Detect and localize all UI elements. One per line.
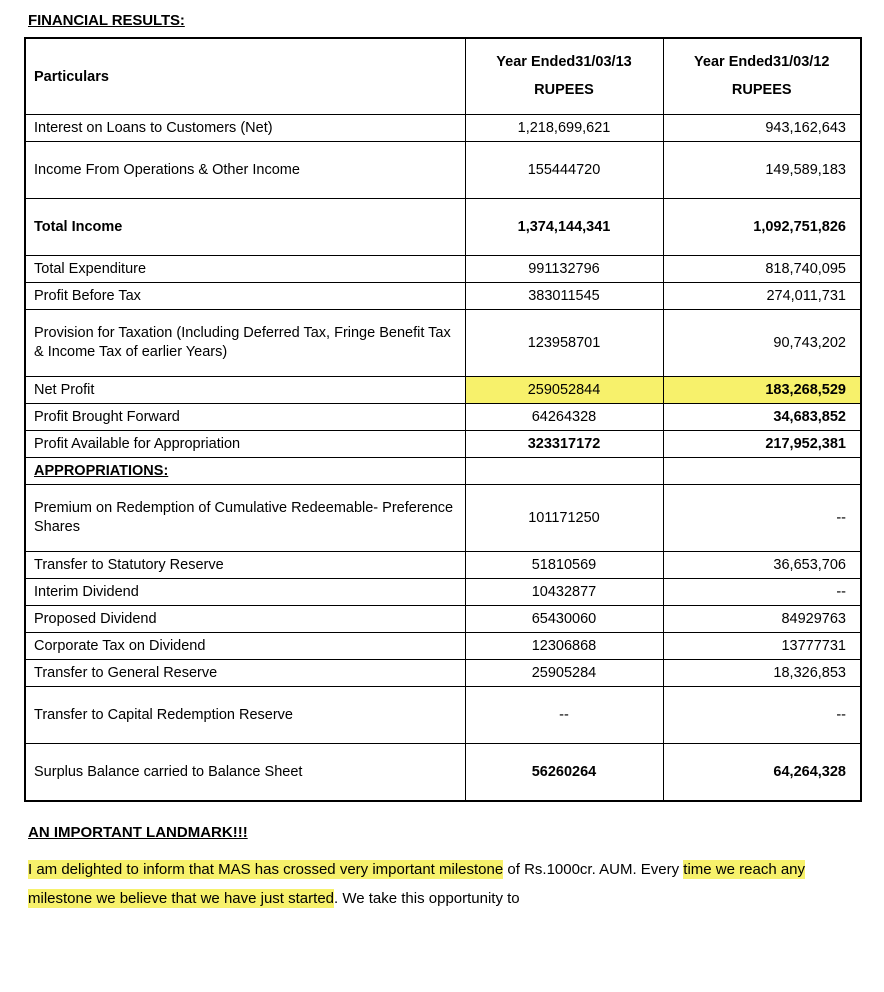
row-label: Transfer to Statutory Reserve <box>25 552 465 579</box>
row-label: Provision for Taxation (Including Deferred Tax, Fringe Benefit Tax & Income Tax of earlier Years) <box>25 310 465 377</box>
row-value-2012: 149,589,183 <box>663 142 861 199</box>
row-value-2013: 65430060 <box>465 606 663 633</box>
row-label: Total Income <box>25 199 465 256</box>
row-value-2013: 123958701 <box>465 310 663 377</box>
row-label: Interim Dividend <box>25 579 465 606</box>
table-row-appropriations-header <box>25 458 861 485</box>
paragraph-plain-1: of Rs.1000cr. AUM. Every <box>503 861 680 879</box>
header-year-2012 <box>663 38 861 115</box>
row-label: Transfer to General Reserve <box>25 660 465 687</box>
row-value-2012 <box>663 458 861 485</box>
row-label: Profit Brought Forward <box>25 404 465 431</box>
row-value-2012: 818,740,095 <box>663 256 861 283</box>
landmark-heading: AN IMPORTANT LANDMARK!!! <box>28 824 248 842</box>
row-label: Net Profit <box>25 377 465 404</box>
table-row <box>25 606 861 633</box>
row-value-2012: -- <box>663 485 861 552</box>
row-label: Profit Available for Appropriation <box>25 431 465 458</box>
row-label: Income From Operations & Other Income <box>25 142 465 199</box>
row-value-2012: 64,264,328 <box>663 744 861 802</box>
row-label: Corporate Tax on Dividend <box>25 633 465 660</box>
table-row <box>25 579 861 606</box>
row-label: Transfer to Capital Redemption Reserve <box>25 687 465 744</box>
table-row <box>25 404 861 431</box>
header-particulars: Particulars <box>25 38 465 115</box>
table-row <box>25 633 861 660</box>
paragraph-plain-2: . We take this opportunity to <box>334 890 520 908</box>
row-value-2012: 36,653,706 <box>663 552 861 579</box>
table-row <box>25 687 861 744</box>
row-value-2013: 10432877 <box>465 579 663 606</box>
table-row <box>25 142 861 199</box>
table-row-net-profit <box>25 377 861 404</box>
paragraph-highlight-1: I am delighted to inform that MAS has crossed very important milestone <box>28 861 504 879</box>
row-value-2012: 217,952,381 <box>663 431 861 458</box>
row-value-2013: -- <box>465 687 663 744</box>
row-value-2013: 1,218,699,621 <box>465 115 663 142</box>
row-label: Surplus Balance carried to Balance Sheet <box>25 744 465 802</box>
header-year-2013-line2: RUPEES <box>534 81 594 98</box>
row-value-2012: 13777731 <box>663 633 861 660</box>
row-value-2013: 64264328 <box>465 404 663 431</box>
table-header-row <box>25 38 861 115</box>
row-label: Profit Before Tax <box>25 283 465 310</box>
row-value-2013: 383011545 <box>465 283 663 310</box>
row-value-2012: 90,743,202 <box>663 310 861 377</box>
header-year-2012-line2: RUPEES <box>731 81 792 98</box>
row-value-2013: 155444720 <box>465 142 663 199</box>
row-label: APPROPRIATIONS: <box>25 458 465 485</box>
page-title: FINANCIAL RESULTS: <box>28 12 185 29</box>
table-row-profit-available <box>25 431 861 458</box>
row-value-2012: -- <box>663 687 861 744</box>
row-value-2013: 323317172 <box>465 431 663 458</box>
row-value-2013: 12306868 <box>465 633 663 660</box>
table-row <box>25 552 861 579</box>
row-value-2012: 18,326,853 <box>663 660 861 687</box>
row-value-2012: 1,092,751,826 <box>663 199 861 256</box>
table-row <box>25 660 861 687</box>
paragraph-highlight-2: time we reach any milestone we believe that we have just started <box>28 861 806 908</box>
landmark-paragraph <box>28 855 858 914</box>
row-value-2013: 25905284 <box>465 660 663 687</box>
row-label: Premium on Redemption of Cumulative Redeemable- Preference Shares <box>25 485 465 552</box>
row-value-2013 <box>465 458 663 485</box>
table-row-premium-redemption <box>25 485 861 552</box>
table-row <box>25 115 861 142</box>
table-row-surplus-balance <box>25 744 861 802</box>
row-label: Interest on Loans to Customers (Net) <box>25 115 465 142</box>
row-value-2012: 34,683,852 <box>663 404 861 431</box>
row-value-2013: 101171250 <box>465 485 663 552</box>
document-page <box>0 12 884 992</box>
financial-results-table <box>24 37 862 802</box>
row-value-2013: 991132796 <box>465 256 663 283</box>
row-value-2012: 274,011,731 <box>663 283 861 310</box>
table-row <box>25 256 861 283</box>
row-value-2012: 84929763 <box>663 606 861 633</box>
row-value-2013: 51810569 <box>465 552 663 579</box>
table-row-provision-taxation <box>25 310 861 377</box>
row-value-2012: -- <box>663 579 861 606</box>
table-row-total-income <box>25 199 861 256</box>
header-year-2013 <box>465 38 663 115</box>
header-year-2012-line1: Year Ended31/03/12 <box>694 54 830 70</box>
row-label: Total Expenditure <box>25 256 465 283</box>
header-year-2013-line1: Year Ended31/03/13 <box>496 54 632 70</box>
row-value-2012: 183,268,529 <box>663 377 861 404</box>
row-value-2012: 943,162,643 <box>663 115 861 142</box>
row-value-2013: 259052844 <box>465 377 663 404</box>
row-value-2013: 56260264 <box>465 744 663 802</box>
row-label: Proposed Dividend <box>25 606 465 633</box>
table-row <box>25 283 861 310</box>
row-value-2013: 1,374,144,341 <box>465 199 663 256</box>
